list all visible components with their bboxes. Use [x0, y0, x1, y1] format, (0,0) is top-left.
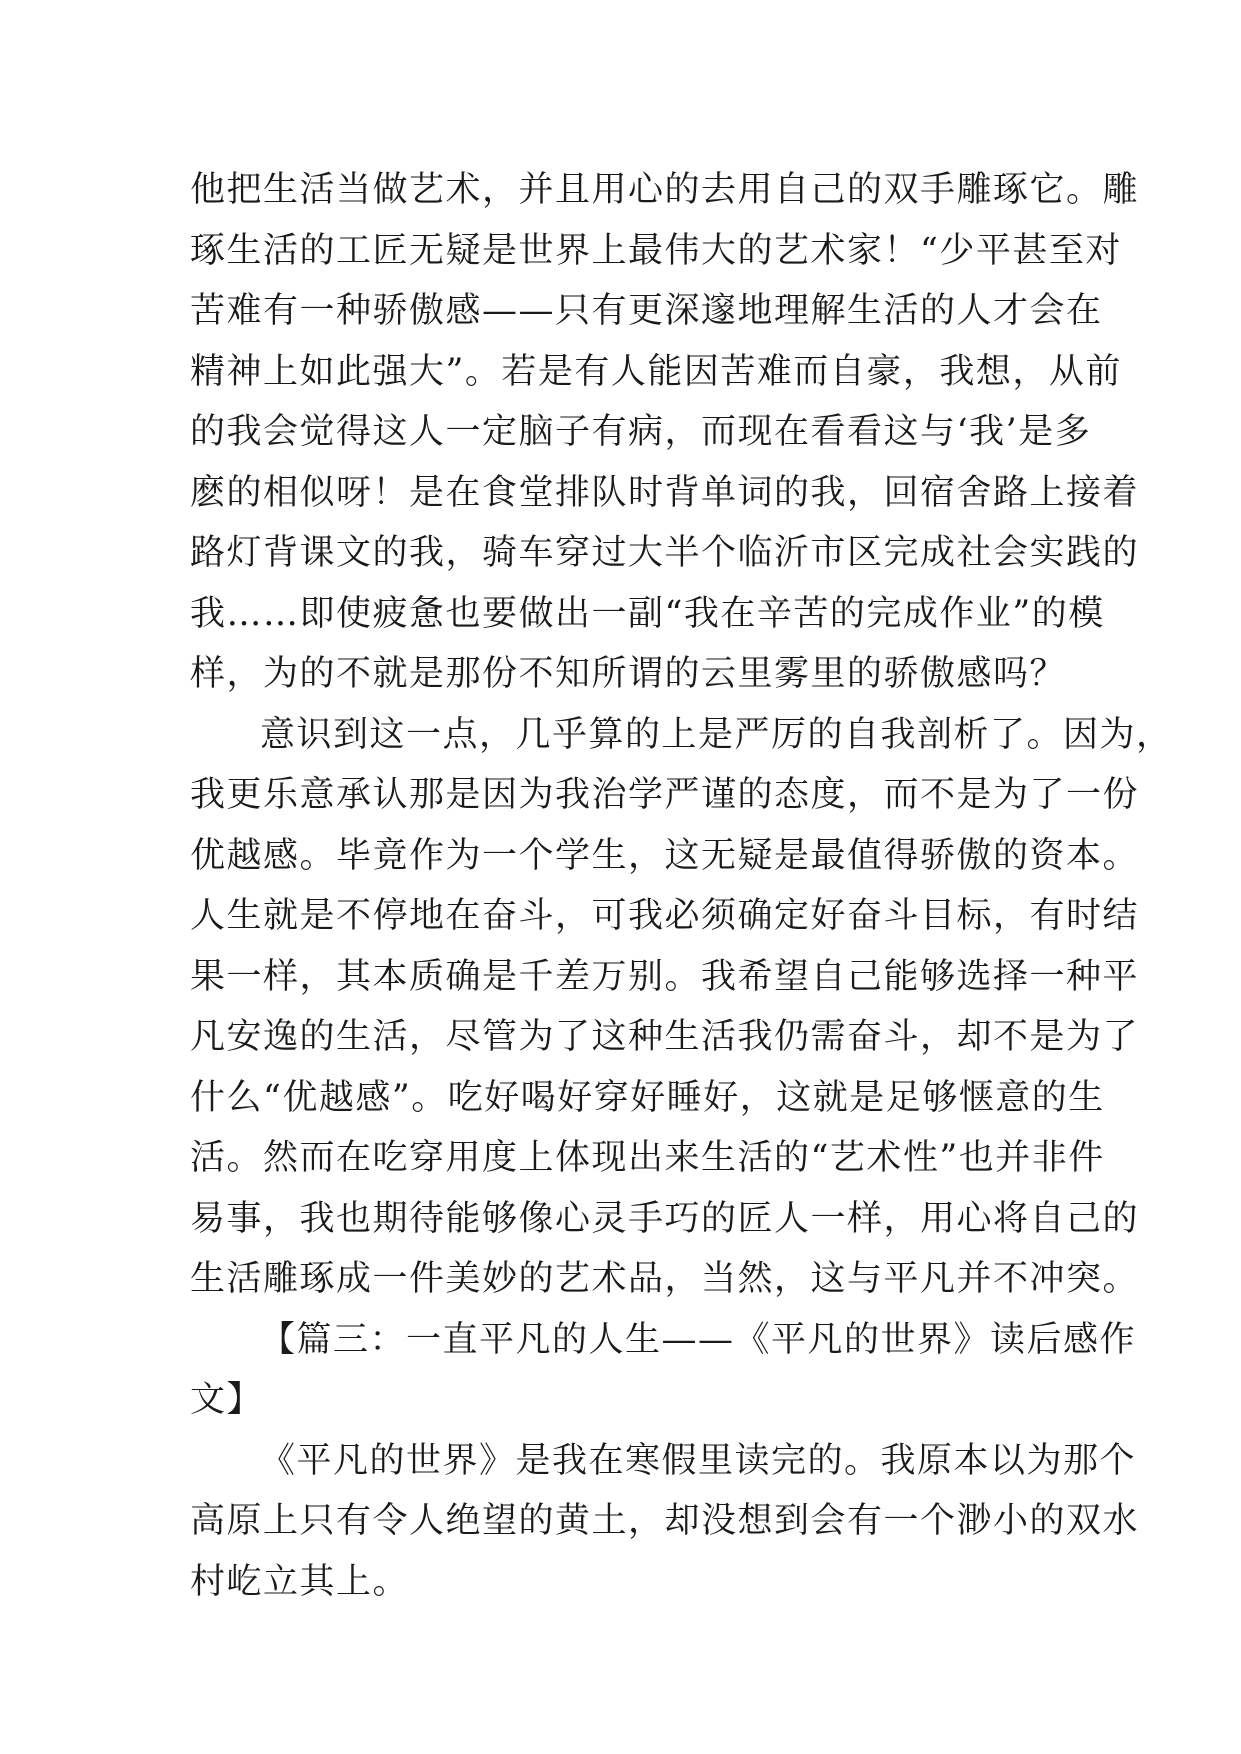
text-line: 样，为的不就是那份不知所谓的云里雾里的骄傲感吗？: [190, 654, 1067, 694]
text-line: 的我会觉得这人一定脑子有病，而现在看看这与‘我’是多: [190, 412, 1092, 452]
text-line: 路灯背课文的我，骑车穿过大半个临沂市区完成社会实践的: [190, 533, 1140, 573]
paragraph-3: [190, 1431, 1140, 1613]
text-line: 优越感。毕竟作为一个学生，这无疑是最值得骄傲的资本。: [190, 835, 1140, 876]
text-line: 意识到这一点，几乎算的上是严厉的自我剖析了。因为，: [260, 714, 1173, 755]
text-line: 活。然而在吃穿用度上体现出来生活的“艺术性”也并非件: [190, 1138, 1105, 1178]
text-line: 精神上如此强大”。若是有人能因苦难而自豪，我想，从前: [190, 351, 1122, 392]
paragraph-2: [190, 705, 1173, 1310]
text-line: 什么“优越感”。吃好喝好穿好睡好，这就是足够惬意的生: [190, 1077, 1105, 1118]
paragraph-1: [190, 160, 1140, 705]
text-line: 易事，我也期待能够像心灵手巧的匠人一样，用心将自己的: [190, 1198, 1140, 1239]
text-line: 我……即使疲惫也要做出一副“我在辛苦的完成作业”的模: [190, 593, 1105, 634]
heading-line: 【篇三：一直平凡的人生——《平凡的世界》读后感作: [260, 1319, 1137, 1360]
text-line: 我更乐意承认那是因为我治学严谨的态度，而不是为了一份: [190, 775, 1140, 815]
text-line: 麽的相似呀！是在食堂排队时背单词的我，回宿舍路上接着: [190, 472, 1140, 513]
text-line: 果一样，其本质确是千差万别。我希望自己能够选择一种平: [190, 956, 1140, 997]
text-line: 他把生活当做艺术，并且用心的去用自己的双手雕琢它。雕: [190, 170, 1140, 210]
text-line: 苦难有一种骄傲感——只有更深邃地理解生活的人才会在: [190, 291, 1103, 331]
text-line: 凡安逸的生活，尽管为了这种生活我仍需奋斗，却不是为了: [190, 1017, 1140, 1057]
document-body: [190, 160, 1173, 1612]
text-line: 《平凡的世界》是我在寒假里读完的。我原本以为那个: [260, 1440, 1137, 1481]
heading-line: 文】: [190, 1380, 264, 1420]
text-line: 琢生活的工匠无疑是世界上最伟大的艺术家！“少平甚至对: [190, 230, 1122, 271]
section-heading: [190, 1310, 1137, 1431]
text-line: 生活雕琢成一件美妙的艺术品，当然，这与平凡并不冲突。: [190, 1259, 1140, 1299]
text-line: 高原上只有令人绝望的黄土，却没想到会有一个渺小的双水: [190, 1501, 1140, 1541]
text-line: 人生就是不停地在奋斗，可我必须确定好奋斗目标，有时结: [190, 896, 1140, 936]
text-line: 村屹立其上。: [190, 1561, 410, 1602]
